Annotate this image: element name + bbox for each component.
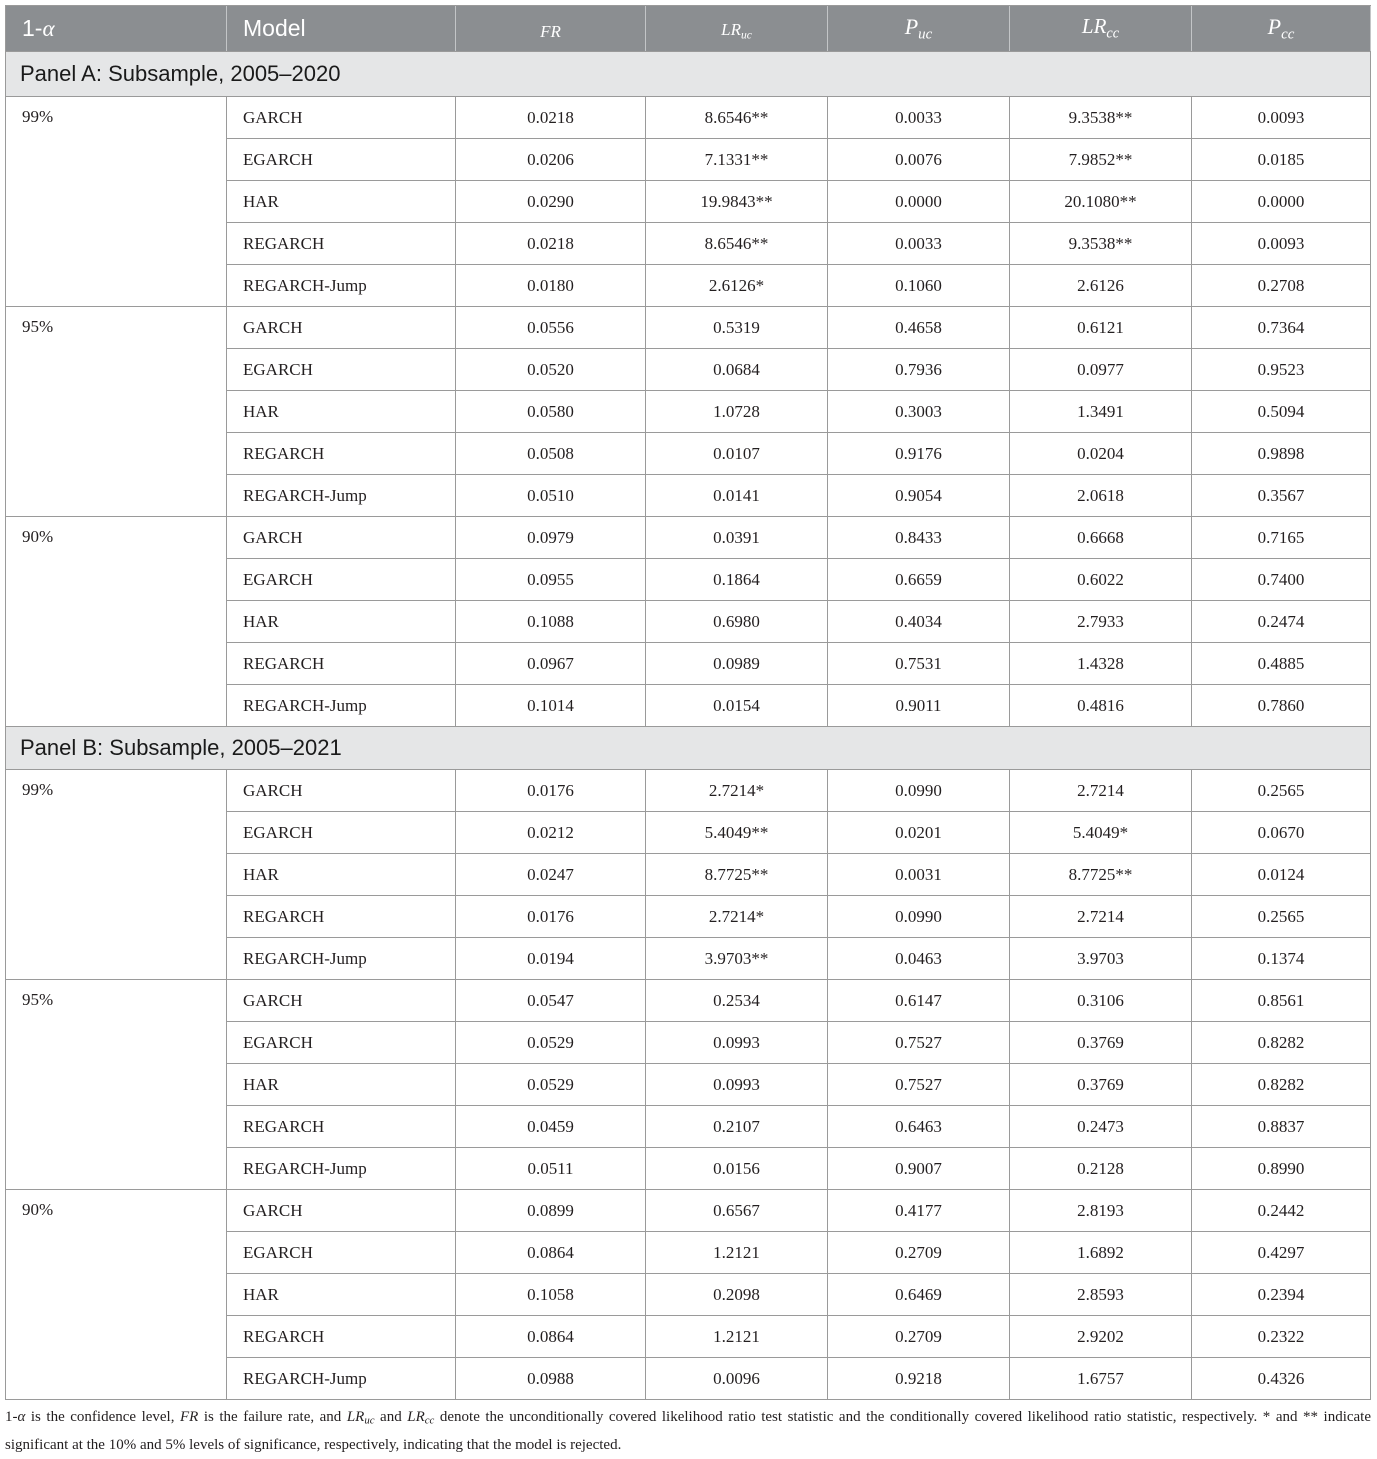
model-name-cell: HAR: [227, 601, 455, 642]
lr-uc-cell: 0.6567: [646, 1190, 827, 1231]
lr-cc-cell: 1.4328: [1010, 643, 1191, 684]
p-cc-cell: 0.0124: [1192, 854, 1370, 895]
p-cc-cell: 0.2565: [1192, 896, 1370, 937]
lr-cc-cell: 2.0618: [1010, 475, 1191, 516]
model-name-cell: GARCH: [227, 517, 455, 558]
p-uc-cell: 0.0033: [828, 97, 1009, 138]
lr-cc-cell: 1.6757: [1010, 1358, 1191, 1399]
p-cc-cell: 0.2322: [1192, 1316, 1370, 1357]
header-p-cc-sub: cc: [1281, 26, 1295, 43]
p-uc-cell: 0.4658: [828, 307, 1009, 348]
header-model: [227, 6, 455, 51]
footnote-fr: FR: [180, 1409, 199, 1425]
header-p-uc: [828, 6, 1009, 51]
footnote-text: is the failure rate, and: [198, 1409, 347, 1425]
model-name-cell: HAR: [227, 854, 455, 895]
lr-cc-cell: 0.3769: [1010, 1022, 1191, 1063]
lr-cc-cell: 9.3538**: [1010, 97, 1191, 138]
lr-uc-cell: 8.7725**: [646, 854, 827, 895]
p-uc-cell: 0.0000: [828, 181, 1009, 222]
lr-uc-cell: 0.5319: [646, 307, 827, 348]
lr-cc-cell: 0.3106: [1010, 980, 1191, 1021]
lr-uc-cell: 0.0391: [646, 517, 827, 558]
fr-cell: 0.0247: [456, 854, 645, 895]
p-uc-cell: 0.1060: [828, 265, 1009, 306]
p-cc-cell: 0.4885: [1192, 643, 1370, 684]
model-name-cell: EGARCH: [227, 559, 455, 600]
p-cc-cell: 0.8990: [1192, 1148, 1370, 1189]
p-uc-cell: 0.7527: [828, 1064, 1009, 1105]
lr-uc-cell: 0.2107: [646, 1106, 827, 1147]
header-level-alpha: α: [42, 15, 55, 41]
p-cc-cell: 0.0185: [1192, 139, 1370, 180]
model-name-cell: HAR: [227, 1274, 455, 1315]
p-uc-cell: 0.0990: [828, 770, 1009, 811]
p-uc-cell: 0.7531: [828, 643, 1009, 684]
fr-cell: 0.0988: [456, 1358, 645, 1399]
lr-cc-cell: 0.6121: [1010, 307, 1191, 348]
fr-cell: 0.0899: [456, 1190, 645, 1231]
lr-cc-cell: 0.0204: [1010, 433, 1191, 474]
p-cc-cell: 0.0670: [1192, 812, 1370, 853]
header-model-label: Model: [243, 15, 306, 41]
lr-cc-cell: 0.0977: [1010, 349, 1191, 390]
header-lr-cc-label: [1082, 14, 1119, 42]
model-name-cell: EGARCH: [227, 1232, 455, 1273]
p-uc-cell: 0.6147: [828, 980, 1009, 1021]
header-level-prefix: 1-: [22, 15, 43, 41]
lr-uc-cell: 0.0684: [646, 349, 827, 390]
footnote-text: is the confidence level,: [25, 1409, 180, 1425]
lr-uc-cell: 0.0154: [646, 685, 827, 726]
lr-uc-cell: 19.9843**: [646, 181, 827, 222]
lr-cc-cell: 0.4816: [1010, 685, 1191, 726]
p-uc-cell: 0.8433: [828, 517, 1009, 558]
lr-cc-cell: 2.7214: [1010, 770, 1191, 811]
lr-uc-cell: 0.0107: [646, 433, 827, 474]
footnote-lr-uc-sub: uc: [364, 1414, 375, 1427]
header-lr-cc-sub: cc: [1106, 25, 1120, 42]
model-name-cell: HAR: [227, 1064, 455, 1105]
lr-uc-cell: 7.1331**: [646, 139, 827, 180]
model-name-cell: REGARCH: [227, 896, 455, 937]
fr-cell: 0.0955: [456, 559, 645, 600]
panel-header: Panel B: Subsample, 2005–2021: [6, 727, 1370, 769]
header-p-uc-sub: uc: [918, 26, 933, 43]
p-cc-cell: 0.0000: [1192, 181, 1370, 222]
p-uc-cell: 0.0033: [828, 223, 1009, 264]
model-name-cell: REGARCH: [227, 1316, 455, 1357]
panel-header: Panel A: Subsample, 2005–2020: [6, 52, 1370, 96]
p-uc-cell: 0.9218: [828, 1358, 1009, 1399]
model-name-cell: EGARCH: [227, 349, 455, 390]
p-cc-cell: 0.2394: [1192, 1274, 1370, 1315]
fr-cell: 0.0864: [456, 1232, 645, 1273]
p-uc-cell: 0.4177: [828, 1190, 1009, 1231]
fr-cell: 0.0864: [456, 1316, 645, 1357]
p-cc-cell: 0.2474: [1192, 601, 1370, 642]
fr-cell: 0.0180: [456, 265, 645, 306]
p-uc-cell: 0.4034: [828, 601, 1009, 642]
fr-cell: 0.0176: [456, 896, 645, 937]
lr-uc-cell: 8.6546**: [646, 97, 827, 138]
header-lr-uc-main: LR: [721, 19, 741, 39]
footnote-alpha: α: [17, 1409, 26, 1425]
p-cc-cell: 0.8282: [1192, 1022, 1370, 1063]
lr-uc-cell: 1.2121: [646, 1316, 827, 1357]
lr-cc-cell: 1.6892: [1010, 1232, 1191, 1273]
p-cc-cell: 0.3567: [1192, 475, 1370, 516]
lr-uc-cell: 0.2098: [646, 1274, 827, 1315]
p-cc-cell: 0.9523: [1192, 349, 1370, 390]
p-uc-cell: 0.0201: [828, 812, 1009, 853]
lr-cc-cell: 0.2128: [1010, 1148, 1191, 1189]
fr-cell: 0.0529: [456, 1022, 645, 1063]
footnote-lr-uc-main: LR: [346, 1409, 365, 1425]
p-uc-cell: 0.3003: [828, 391, 1009, 432]
lr-cc-cell: 1.3491: [1010, 391, 1191, 432]
fr-cell: 0.0979: [456, 517, 645, 558]
lr-uc-cell: 2.6126*: [646, 265, 827, 306]
model-name-cell: GARCH: [227, 307, 455, 348]
lr-cc-cell: 0.6668: [1010, 517, 1191, 558]
lr-uc-cell: 2.7214*: [646, 770, 827, 811]
model-name-cell: REGARCH-Jump: [227, 265, 455, 306]
p-uc-cell: 0.9054: [828, 475, 1009, 516]
p-cc-cell: 0.2442: [1192, 1190, 1370, 1231]
p-cc-cell: 0.8837: [1192, 1106, 1370, 1147]
p-cc-cell: 0.9898: [1192, 433, 1370, 474]
lr-uc-cell: 0.0156: [646, 1148, 827, 1189]
p-uc-cell: 0.7527: [828, 1022, 1009, 1063]
fr-cell: 0.0218: [456, 97, 645, 138]
header-lr-uc-sub: uc: [740, 28, 752, 42]
p-cc-cell: 0.2708: [1192, 265, 1370, 306]
fr-cell: 0.0206: [456, 139, 645, 180]
p-cc-cell: 0.8561: [1192, 980, 1370, 1021]
p-cc-cell: 0.7364: [1192, 307, 1370, 348]
p-uc-cell: 0.6463: [828, 1106, 1009, 1147]
model-name-cell: REGARCH-Jump: [227, 685, 455, 726]
fr-cell: 0.0508: [456, 433, 645, 474]
header-confidence-level: [6, 6, 226, 51]
lr-cc-cell: 3.9703: [1010, 938, 1191, 979]
fr-cell: 0.0459: [456, 1106, 645, 1147]
lr-uc-cell: 0.0993: [646, 1022, 827, 1063]
lr-cc-cell: 5.4049*: [1010, 812, 1191, 853]
header-fr-label: FR: [540, 21, 561, 41]
fr-cell: 0.0556: [456, 307, 645, 348]
fr-cell: 0.1014: [456, 685, 645, 726]
p-cc-cell: 0.8282: [1192, 1064, 1370, 1105]
footnote-lr-cc-sub: cc: [424, 1414, 435, 1427]
footnote-text: denote the unconditionally covered likelihood ratio test statistic and the conditionally covered likelihood ratio statistic, respectively. * and ** indicate significant at the 10% and 5% levels of significance, respectively, indicating that the model is rejected.: [5, 1409, 1371, 1453]
fr-cell: 0.0529: [456, 1064, 645, 1105]
fr-cell: 0.1088: [456, 601, 645, 642]
lr-cc-cell: 20.1080**: [1010, 181, 1191, 222]
header-lr-cc: [1010, 6, 1191, 51]
model-name-cell: REGARCH-Jump: [227, 1148, 455, 1189]
p-cc-cell: 0.5094: [1192, 391, 1370, 432]
lr-cc-cell: 0.3769: [1010, 1064, 1191, 1105]
p-uc-cell: 0.0076: [828, 139, 1009, 180]
confidence-level-cell: 90%: [6, 1190, 226, 1399]
p-uc-cell: 0.9007: [828, 1148, 1009, 1189]
p-cc-cell: 0.1374: [1192, 938, 1370, 979]
header-lr-uc: [646, 6, 827, 51]
fr-cell: 0.0520: [456, 349, 645, 390]
p-uc-cell: 0.2709: [828, 1316, 1009, 1357]
header-p-cc-label: [1268, 14, 1295, 43]
lr-uc-cell: 2.7214*: [646, 896, 827, 937]
lr-uc-cell: 0.0096: [646, 1358, 827, 1399]
model-name-cell: HAR: [227, 391, 455, 432]
lr-cc-cell: 8.7725**: [1010, 854, 1191, 895]
header-p-cc: [1192, 6, 1370, 51]
lr-cc-cell: 0.2473: [1010, 1106, 1191, 1147]
model-name-cell: REGARCH: [227, 643, 455, 684]
p-cc-cell: 0.7165: [1192, 517, 1370, 558]
fr-cell: 0.0218: [456, 223, 645, 264]
header-p-uc-label: [905, 14, 933, 43]
model-name-cell: EGARCH: [227, 812, 455, 853]
p-cc-cell: 0.0093: [1192, 223, 1370, 264]
lr-uc-cell: 1.0728: [646, 391, 827, 432]
lr-cc-cell: 0.6022: [1010, 559, 1191, 600]
p-uc-cell: 0.0463: [828, 938, 1009, 979]
results-table: [5, 5, 1371, 1400]
lr-uc-cell: 5.4049**: [646, 812, 827, 853]
model-name-cell: HAR: [227, 181, 455, 222]
fr-cell: 0.0967: [456, 643, 645, 684]
p-cc-cell: 0.7400: [1192, 559, 1370, 600]
table-footnote: [5, 1405, 1371, 1457]
confidence-level-cell: 95%: [6, 307, 226, 516]
model-name-cell: GARCH: [227, 1190, 455, 1231]
lr-uc-cell: 0.0141: [646, 475, 827, 516]
confidence-level-cell: 95%: [6, 980, 226, 1189]
header-lr-uc-label: [721, 16, 752, 41]
model-name-cell: GARCH: [227, 770, 455, 811]
fr-cell: 0.0176: [456, 770, 645, 811]
confidence-level-cell: 99%: [6, 770, 226, 979]
fr-cell: 0.0580: [456, 391, 645, 432]
lr-uc-cell: 0.1864: [646, 559, 827, 600]
fr-cell: 0.0194: [456, 938, 645, 979]
lr-uc-cell: 0.0989: [646, 643, 827, 684]
model-name-cell: GARCH: [227, 97, 455, 138]
model-name-cell: REGARCH: [227, 433, 455, 474]
lr-cc-cell: 7.9852**: [1010, 139, 1191, 180]
model-name-cell: REGARCH: [227, 1106, 455, 1147]
confidence-level-cell: 90%: [6, 517, 226, 726]
p-uc-cell: 0.7936: [828, 349, 1009, 390]
model-name-cell: REGARCH-Jump: [227, 938, 455, 979]
fr-cell: 0.0547: [456, 980, 645, 1021]
lr-cc-cell: 2.9202: [1010, 1316, 1191, 1357]
p-cc-cell: 0.2565: [1192, 770, 1370, 811]
lr-uc-cell: 1.2121: [646, 1232, 827, 1273]
lr-uc-cell: 8.6546**: [646, 223, 827, 264]
lr-cc-cell: 2.8193: [1010, 1190, 1191, 1231]
model-name-cell: GARCH: [227, 980, 455, 1021]
p-uc-cell: 0.0031: [828, 854, 1009, 895]
p-uc-cell: 0.6659: [828, 559, 1009, 600]
header-failure-rate: [456, 6, 645, 51]
lr-uc-cell: 0.6980: [646, 601, 827, 642]
p-uc-cell: 0.2709: [828, 1232, 1009, 1273]
p-cc-cell: 0.7860: [1192, 685, 1370, 726]
p-uc-cell: 0.9011: [828, 685, 1009, 726]
fr-cell: 0.0212: [456, 812, 645, 853]
footnote-lr-cc-main: LR: [407, 1409, 425, 1425]
fr-cell: 0.0510: [456, 475, 645, 516]
model-name-cell: EGARCH: [227, 139, 455, 180]
lr-uc-cell: 0.2534: [646, 980, 827, 1021]
footnote-text: and: [374, 1409, 408, 1425]
footnote-text: 1-: [5, 1409, 18, 1425]
fr-cell: 0.0511: [456, 1148, 645, 1189]
lr-uc-cell: 0.0993: [646, 1064, 827, 1105]
p-cc-cell: 0.0093: [1192, 97, 1370, 138]
p-uc-cell: 0.0990: [828, 896, 1009, 937]
model-name-cell: EGARCH: [227, 1022, 455, 1063]
header-p-cc-main: P: [1267, 13, 1282, 39]
confidence-level-cell: 99%: [6, 97, 226, 306]
lr-cc-cell: 9.3538**: [1010, 223, 1191, 264]
p-cc-cell: 0.4297: [1192, 1232, 1370, 1273]
p-uc-cell: 0.9176: [828, 433, 1009, 474]
fr-cell: 0.1058: [456, 1274, 645, 1315]
p-cc-cell: 0.4326: [1192, 1358, 1370, 1399]
model-name-cell: REGARCH-Jump: [227, 1358, 455, 1399]
fr-cell: 0.0290: [456, 181, 645, 222]
lr-cc-cell: 2.6126: [1010, 265, 1191, 306]
p-uc-cell: 0.6469: [828, 1274, 1009, 1315]
header-p-uc-main: P: [904, 13, 919, 39]
lr-cc-cell: 2.7214: [1010, 896, 1191, 937]
model-name-cell: REGARCH-Jump: [227, 475, 455, 516]
model-name-cell: REGARCH: [227, 223, 455, 264]
lr-cc-cell: 2.8593: [1010, 1274, 1191, 1315]
lr-cc-cell: 2.7933: [1010, 601, 1191, 642]
lr-uc-cell: 3.9703**: [646, 938, 827, 979]
header-lr-cc-main: LR: [1081, 14, 1107, 39]
